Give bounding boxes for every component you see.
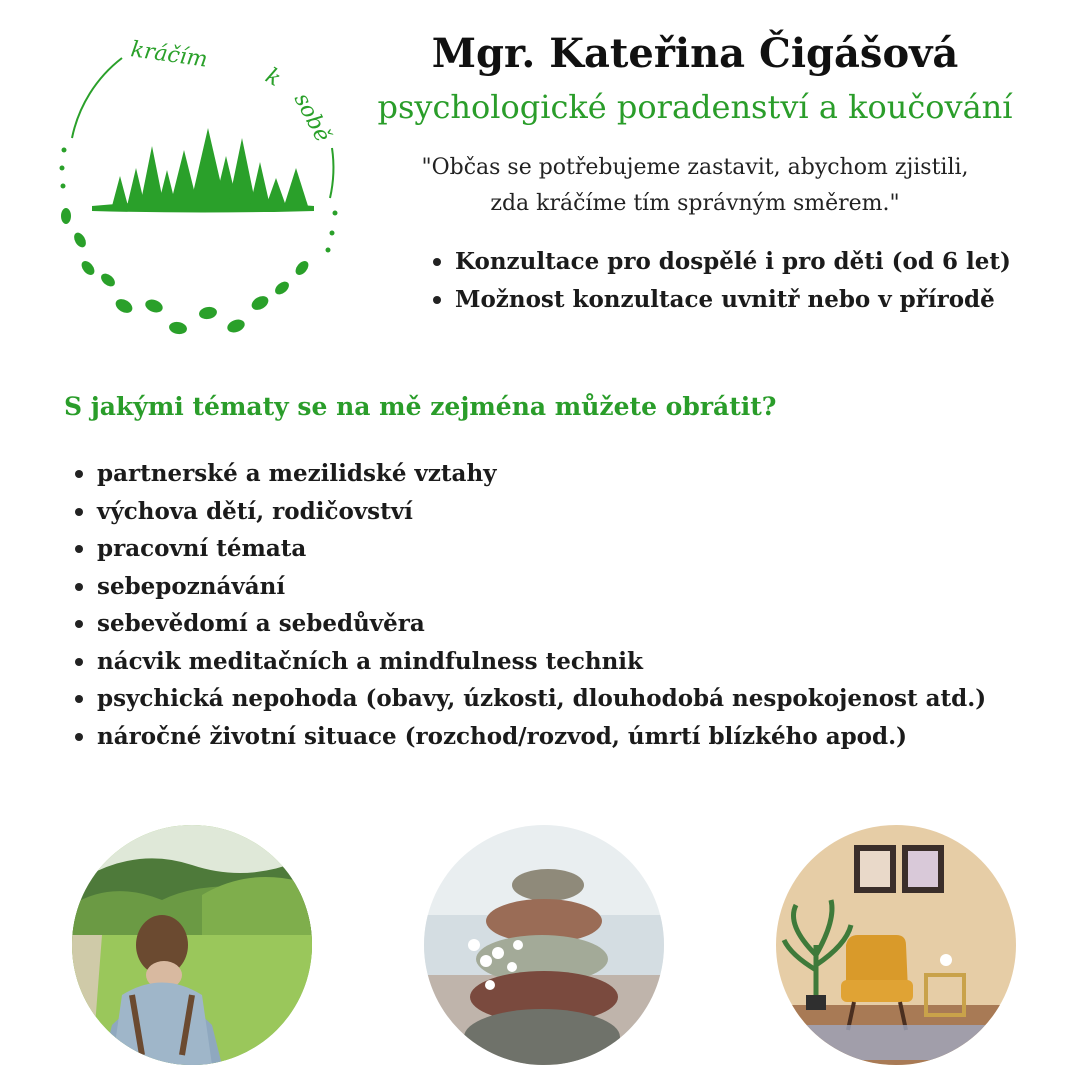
page-subtitle: psychologické poradenství a koučování <box>377 88 1013 126</box>
logo-text-top: kráčím <box>129 37 210 73</box>
topic-item: partnerské a mezilidské vztahy <box>72 455 986 493</box>
topic-item: sebevědomí a sebedůvěra <box>72 605 986 643</box>
topic-item: nácvik meditačních a mindfulness technik <box>72 643 986 681</box>
stacked-stones-photo <box>424 825 664 1065</box>
features-list <box>430 243 1011 319</box>
topic-item: psychická nepohoda (obavy, úzkosti, dlouhodobá nespokojenost atd.) <box>72 680 986 718</box>
topic-item: pracovní témata <box>72 530 986 568</box>
yellow-armchair-room-photo <box>776 825 1016 1065</box>
logo <box>52 28 352 338</box>
quote-line: zda kráčíme tím správným směrem." <box>490 191 900 216</box>
page-title: Mgr. Kateřina Čigášová <box>431 30 959 77</box>
topic-item: sebepoznávání <box>72 568 986 606</box>
footprints-icon <box>61 208 311 335</box>
logo-text-k: k <box>261 63 286 92</box>
quote-line: "Občas se potřebujeme zastavit, abychom zjistili, <box>421 155 969 180</box>
topic-item: náročné životní situace (rozchod/rozvod, úmrtí blízkého apod.) <box>72 718 986 756</box>
topics-heading: S jakými tématy se na mě zejména můžete obrátit? <box>64 392 777 421</box>
feature-item: Konzultace pro dospělé i pro děti (od 6 let) <box>430 243 1011 281</box>
topics-list <box>72 455 986 755</box>
woman-in-meadow-photo <box>72 825 312 1065</box>
quote <box>390 150 1000 222</box>
logo-text-sobe: sobě <box>288 89 336 147</box>
topic-item: výchova dětí, rodičovství <box>72 493 986 531</box>
feature-item: Možnost konzultace uvnitř nebo v přírodě <box>430 281 1011 319</box>
forest-icon <box>92 128 314 213</box>
